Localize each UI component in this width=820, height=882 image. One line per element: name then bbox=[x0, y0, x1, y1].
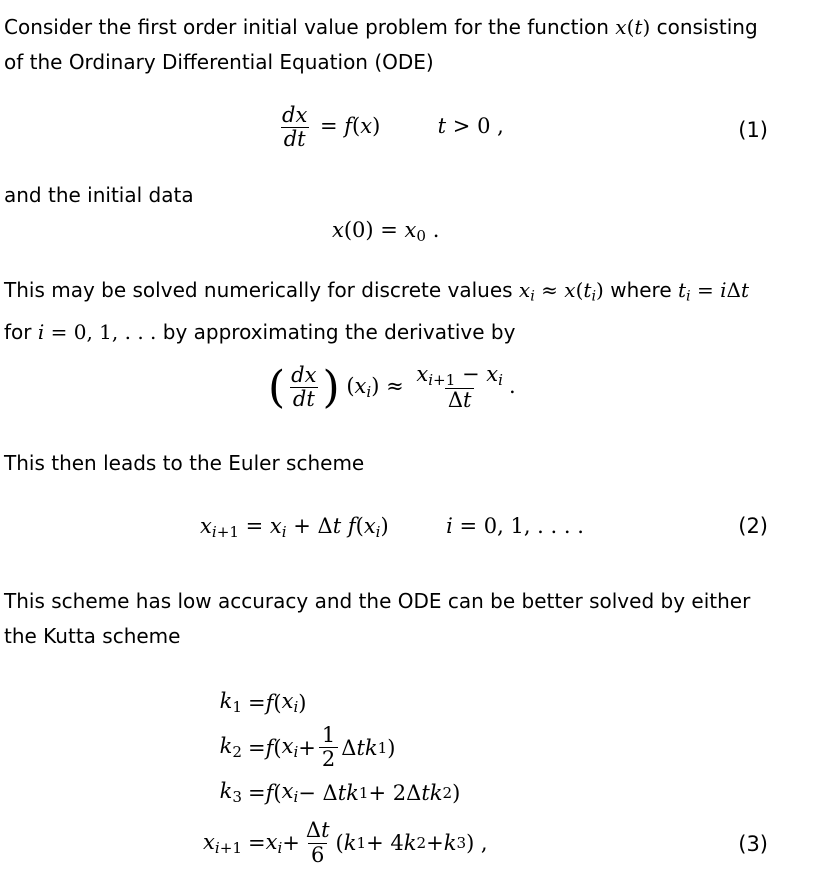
kutta-k1: $k_1$ = f ( $x_i$ ) bbox=[219, 689, 307, 716]
kutta-k3: $k_3$ = f ( $x_i$ − Δ tk 1 + 2Δ tk 2 ) bbox=[219, 779, 461, 806]
euler-paragraph: This then leads to the Euler scheme bbox=[4, 451, 365, 475]
derivative-approximation: ( $\frac{dx}{dt}$ ) $(x_i)$ ≈ $\frac{x_{i+1} - x_i}{\Delta t}$ . bbox=[268, 361, 516, 413]
initial-condition: $x(0) = x_0$ . bbox=[332, 218, 440, 245]
equation-3-label: (3) bbox=[738, 832, 768, 856]
equation-2: $x_{i+1} = x_i + \Delta t$ $f(x_i) i = 0$, 1, . . . . bbox=[200, 514, 584, 541]
equation-1: $\frac{dx}{dt}$ = f(x) t > 0 , bbox=[282, 103, 504, 152]
equation-2-label: (2) bbox=[738, 514, 768, 538]
kutta-k2: $k_2$ = f ( $x_i$ + $\frac{1}{2}$ Δ tk 1 ) bbox=[219, 722, 396, 771]
kutta-scheme bbox=[170, 680, 488, 871]
intro-paragraph: Consider the first order initial value problem for the function x(t) consisting of the Ordinary Differential Equation (ODE) bbox=[4, 15, 758, 74]
initial-data-paragraph: and the initial data bbox=[4, 183, 194, 207]
equation-1-label: (1) bbox=[738, 118, 768, 142]
numerical-paragraph: This may be solved numerically for discrete values $x_i \approx x(t_i)$ where $t_i = i\Delta t$ for i = 0, 1, . . . by approximating the derivative by bbox=[4, 278, 750, 344]
kutta-update: $x_{i+1}$ = $x_i$ + $\frac{\Delta t}{6}$ ( k 1 + 4 k 2 + k 3 ) , bbox=[203, 818, 488, 867]
accuracy-paragraph: This scheme has low accuracy and the ODE can be better solved by either the Kutta scheme bbox=[4, 589, 751, 648]
